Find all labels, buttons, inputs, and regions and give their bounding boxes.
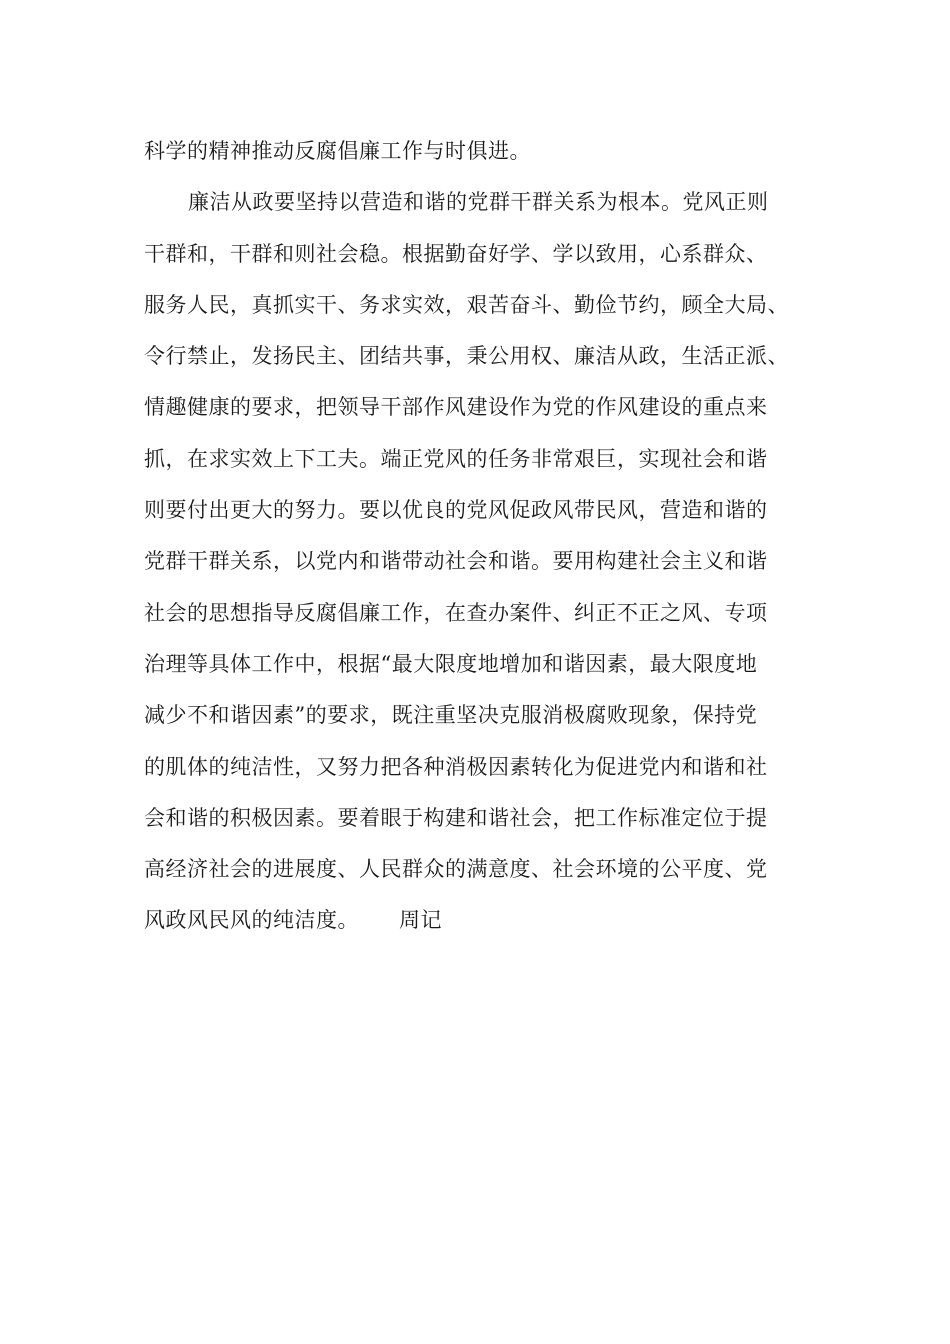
text-line: 减少不和谐因素”的要求，既注重坚决克服消极腐败现象，保持党: [144, 703, 758, 728]
document-body: [144, 126, 844, 947]
text-line: 科学的精神推动反腐倡廉工作与时俱进。: [144, 139, 531, 163]
text-line: 会和谐的积极因素。要着眼于构建和谐社会，把工作标准定位于提: [144, 805, 768, 830]
text-line: 党群干群关系，以党内和谐带动社会和谐。要用构建社会主义和谐: [144, 549, 768, 574]
text-line: 则要付出更大的努力。要以优良的党风促政风带民风，营造和谐的: [144, 498, 768, 523]
text-line: 服务人民，真抓实干、务求实效，艰苦奋斗、勤俭节约，顾全大局、: [144, 292, 789, 317]
paragraph-first-line: 廉洁从政要坚持以营造和谐的党群干群关系为根本。党风正则: [188, 190, 769, 215]
text-line: 高经济社会的进展度、人民群众的满意度、社会环境的公平度、党: [144, 857, 768, 882]
text-line: 的肌体的纯洁性，又努力把各种消极因素转化为促进党内和谐和社: [144, 754, 768, 779]
text-line: 抓，在求实效上下工夫。端正党风的任务非常艰巨，实现社会和谐: [144, 446, 768, 471]
text-line: 社会的思想指导反腐倡廉工作，在查办案件、纠正不正之风、专项: [144, 600, 768, 625]
text-line: 令行禁止，发扬民主、团结共事，秉公用权、廉洁从政，生活正派、: [144, 344, 789, 369]
text-line: 干群和，干群和则社会稳。根据勤奋好学、学以致用，心系群众、: [144, 241, 768, 266]
final-line: [144, 895, 844, 946]
text-line: 情趣健康的要求，把领导干部作风建设作为党的作风建设的重点来: [144, 395, 768, 420]
text-line-end: 风政风民风的纯洁度。: [144, 908, 359, 933]
signoff-label: 周记: [399, 908, 442, 933]
text-line: 治理等具体工作中，根据“最大限度地增加和谐因素，最大限度地: [144, 651, 758, 676]
